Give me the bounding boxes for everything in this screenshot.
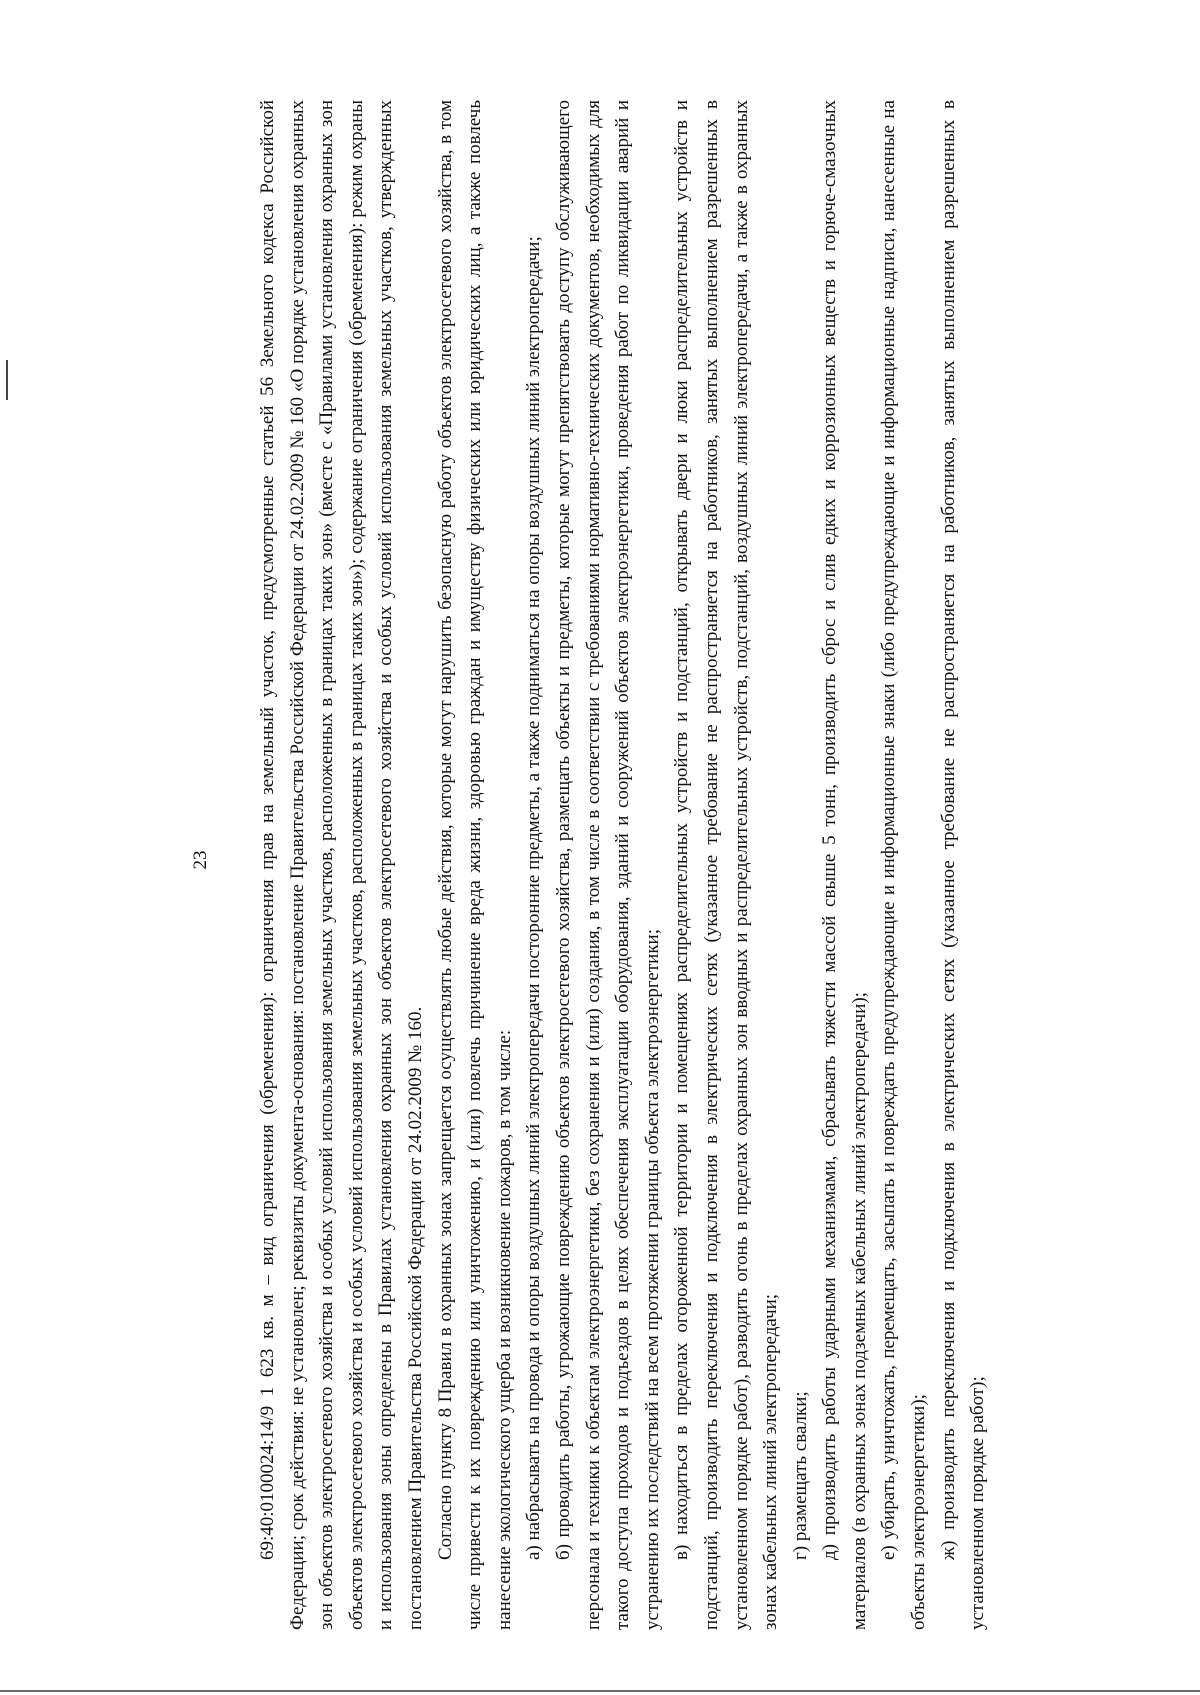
paragraph-item-v: в) находиться в пределах огороженной территории и помещениях распределительных устройств и подстанций, открывать двери и люки распределительных устройств и подстанций, производить переключения и подключения в электрических сетях (указанное требование не распространяется на работников, занятых выполнением разрешенных в установленном порядке работ), разводить огонь в пределах охранных зон вводных и распределительных устройств, подстанций, воздушных линий электропередачи, а также в охранных зонах кабельных линий электропередачи; <box>671 100 782 1630</box>
paragraph-item-d: д) производить работы ударными механизмами, сбрасывать тяжести массой свыше 5 тонн, производить сброс и слив едких и коррозионных веществ и горюче-смазочных материалов (в охранных зонах подземных кабельных линий электропередачи); <box>819 100 870 1630</box>
scan-edge-mark <box>6 360 8 400</box>
paragraph-item-b: б) проводить работы, угрожающие повреждению объектов электросетевого хозяйства, размещать объекты и предметы, которые могут препятствовать доступу обслуживающего персонала и техники к объектам электроэнергетики, без сохранения и (или) создания, в том числе в соответствии с требованиями нормативно-технических документов, необходимых для такого доступа проходов и подъездов в целях обеспечения эксплуатации оборудования, зданий и сооружений объектов электроэнергетики, проведения работ по ликвидации аварий и устранению их последствий на всем протяжении границы объекта электроэнергетики; <box>552 100 663 1630</box>
paragraph-item-a: а) набрасывать на провода и опоры воздушных линий электропередачи посторонние предметы, а также подниматься на опоры воздушных линий электропередачи; <box>523 236 545 1560</box>
paragraph-item-g: г) размещать свалки; <box>789 1391 811 1560</box>
rotated-text-block <box>190 80 1040 1640</box>
paragraph-cadastral-restriction: 69:40:0100024:14/9 1 623 кв. м – вид ограничения (обременения): ограничения прав на земельный участок, предусмотренные статьей 56 Земельного кодекса Российской Федерации; срок действия: не установлен; реквизиты документа-основания: постановление Правительства Российской Федерации от 24.02.2009 № 160 «О порядке установления охранных зон объектов электросетевого хозяйства и особых условий использования земельных участков, расположенных в границах таких зон» (вместе с «Правилами установления охранных зон объектов электросетевого хозяйства и особых условий использования земельных участков, расположенных в границах таких зон»); содержание ограничения (обременения): режим охраны и использования зоны определены в Правилах установления охранных зон объектов электросетевого хозяйства и особых условий использования земельных участков, утвержденных постановлением Правительства Российской Федерации от 24.02.2009 № 160. <box>257 100 426 1630</box>
scan-bottom-edge <box>0 1690 1200 1692</box>
document-body <box>253 100 993 1630</box>
paragraph-item-e: е) убирать, уничтожать, перемещать, засыпать и повреждать предупреждающие и информационные знаки (либо предупреждающие и информационные надписи, нанесенные на объекты электроэнергетики); <box>878 100 930 1630</box>
paragraph-rules-item-8: Согласно пункту 8 Правил в охранных зонах запрещается осуществлять любые действия, которые могут нарушить безопасную работу объектов электросетевого хозяйства, в том числе привести к их повреждению или уничтожению, и (или) повлечь причинение вреда жизни, здоровью граждан и имуществу физических или юридических лиц, а также повлечь нанесение экологического ущерба и возникновение пожаров, в том числе: <box>434 100 515 1630</box>
page-number: 23 <box>190 850 211 870</box>
paragraph-item-zh: ж) производить переключения и подключения в электрических сетях (указанное требование не распространяется на работников, занятых выполнением разрешенных в установленном порядке работ); <box>937 100 989 1630</box>
